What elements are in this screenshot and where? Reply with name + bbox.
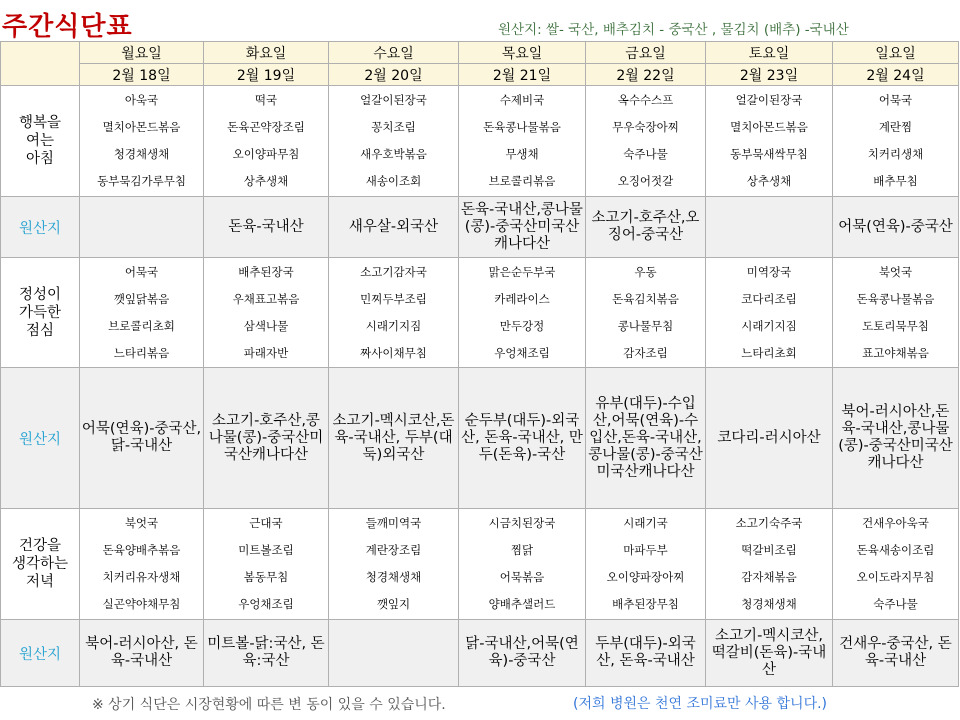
meal-label-line: 생각하는	[11, 556, 69, 572]
date-header: 2월 22일	[586, 64, 706, 86]
dish-cell	[329, 258, 459, 368]
dish-item: 오이양파무침	[232, 147, 300, 161]
origin-cell	[586, 620, 706, 687]
origin-cell	[459, 197, 586, 258]
dish-item: 소고기숙주국	[735, 516, 803, 530]
dish-item: 무생채	[505, 147, 539, 161]
dish-item: 양배추샐러드	[488, 597, 556, 611]
origin-row	[1, 620, 959, 687]
dish-cell	[80, 509, 204, 620]
dish-cell	[329, 509, 459, 620]
origin-text: 돈육-국내산	[228, 218, 304, 235]
origin-cell	[204, 620, 329, 687]
dish-item: 만두강정	[499, 318, 545, 333]
dish-item: 깻잎지	[376, 597, 411, 611]
dish-item: 우엉채조림	[238, 597, 294, 611]
dish-item: 돈육새송이조림	[856, 543, 935, 557]
footer-note: ※ 상기 식단은 시장현황에 따른 변 동이 있을 수 있습니다.	[92, 697, 446, 713]
dish-item: 돈육양배추볶음	[102, 543, 181, 557]
origin-text: 북어-러시아산, 돈육-국내산	[85, 636, 198, 669]
dish-item: 도토리묵무침	[862, 318, 929, 333]
dish-item: 아욱국	[124, 93, 159, 107]
dish-cell	[833, 258, 959, 368]
day-header: 일요일	[833, 42, 959, 64]
dish-cell	[80, 258, 204, 368]
dish-cell	[459, 86, 586, 197]
dish-cell	[706, 509, 833, 620]
dish-item: 파래자반	[243, 345, 289, 360]
corner-cell	[1, 42, 80, 86]
origin-text: 소고기-호주산,오징어-중국산	[591, 210, 700, 243]
origin-text: 어묵(연육)-중국산, 닭-국내산	[81, 421, 202, 454]
origin-label: 원산지	[1, 620, 80, 687]
dish-item: 삼색나물	[243, 318, 289, 333]
dish-item: 얼갈이된장국	[735, 93, 803, 107]
meal-label-line: 점심	[25, 322, 54, 339]
origin-label: 원산지	[1, 197, 80, 258]
origin-row	[1, 368, 959, 509]
origin-cell	[706, 197, 833, 258]
dish-item: 새송이조회	[365, 174, 422, 188]
dish-item: 멸치아몬드볶음	[102, 120, 181, 134]
day-header: 금요일	[586, 42, 706, 64]
origin-text: 소고기-멕시코산,돈육-국내산, 두부(대둑)외국산	[332, 412, 455, 463]
dish-item: 상추생채	[746, 174, 792, 188]
dish-item: 계란장조림	[365, 543, 422, 557]
origin-cell	[586, 197, 706, 258]
dish-item: 느타리초회	[741, 345, 797, 360]
dish-item: 돈육곤약장조림	[227, 120, 305, 134]
dish-item: 시래기지짐	[365, 318, 422, 333]
origin-label: 원산지	[1, 368, 80, 509]
meal-label	[1, 86, 80, 197]
dish-item: 배추된장국	[238, 264, 294, 279]
date-header: 2월 18일	[80, 64, 204, 86]
origin-text: 코다리-러시아산	[717, 429, 821, 446]
meal-row	[1, 509, 959, 620]
meal-label-line: 여는	[25, 133, 54, 149]
meal-label-line: 가득한	[18, 304, 62, 321]
dish-item: 미역장국	[746, 264, 792, 279]
origin-text: 두부(대두)-외국산, 돈육-국내산	[595, 636, 696, 669]
dish-item: 브로콜리볶음	[488, 174, 556, 188]
dish-item: 시래기지짐	[741, 318, 797, 333]
meal-label-line: 건강을	[18, 538, 62, 554]
dish-item: 치커리생채	[867, 147, 924, 161]
origin-text: 소고기-멕시코산, 떡갈비(돈육)-국내산	[711, 627, 827, 678]
dish-cell	[706, 86, 833, 197]
dish-cell	[80, 86, 204, 197]
dish-item: 표고야채볶음	[862, 345, 929, 360]
origin-cell	[833, 368, 959, 509]
dish-item: 상추생채	[243, 174, 289, 188]
dish-item: 소고기감자국	[360, 264, 427, 279]
dish-cell	[329, 86, 459, 197]
footer-message: (저희 병원은 천연 조미료만 사용 합니다.)	[573, 696, 828, 712]
menu-table	[0, 41, 959, 687]
dish-item: 어묵국	[124, 264, 159, 279]
meal-label-line: 정성이	[18, 286, 62, 303]
dish-item: 시금치된장국	[488, 516, 556, 530]
dish-item: 오이양파장아찌	[606, 570, 685, 584]
dish-cell	[459, 258, 586, 368]
dish-item: 청경채생채	[741, 597, 797, 611]
dish-item: 배추된장무침	[612, 597, 679, 611]
origin-cell	[329, 197, 459, 258]
origin-cell	[80, 197, 204, 258]
dish-item: 찜닭	[510, 543, 534, 557]
dish-cell	[833, 86, 959, 197]
date-header: 2월 19일	[204, 64, 329, 86]
date-header: 2월 23일	[706, 64, 833, 86]
dish-item: 마파두부	[623, 543, 668, 557]
dish-cell	[204, 509, 329, 620]
origin-cell	[833, 620, 959, 687]
dish-item: 돈육김치볶음	[612, 291, 679, 306]
dish-item: 옥수수스프	[617, 93, 674, 107]
day-header: 목요일	[459, 42, 586, 64]
dish-item: 멸치아몬드볶음	[730, 120, 808, 134]
origin-cell	[459, 368, 586, 509]
origin-text: 미트볼-닭:국산, 돈육:국산	[207, 636, 325, 669]
meal-label-line: 행복을	[18, 115, 62, 131]
dish-item: 콩나물무침	[617, 318, 674, 333]
dish-item: 감자채볶음	[741, 570, 797, 584]
dish-item: 떡국	[254, 93, 278, 107]
dish-item: 들깨미역국	[365, 516, 422, 530]
page-title: 주간식단표	[2, 12, 133, 42]
dish-item: 맑은순두부국	[488, 264, 556, 279]
dish-cell	[204, 86, 329, 197]
date-header: 2월 20일	[329, 64, 459, 86]
origin-cell	[706, 368, 833, 509]
dish-item: 느타리볶음	[113, 345, 170, 360]
dish-item: 돈육콩나물볶음	[856, 291, 935, 306]
origin-text: 돈육-국내산,콩나물(콩)-중국산미국산캐나다산	[461, 201, 583, 252]
day-header: 토요일	[706, 42, 833, 64]
origin-row	[1, 197, 959, 258]
origin-note: 원산지: 쌀- 국산, 배추김치 - 중국산 , 물김치 (배추) -국내산	[498, 22, 849, 38]
origin-text: 닭-국내산,어묵(연육)-중국산	[465, 636, 579, 669]
dish-item: 북엇국	[878, 264, 913, 279]
dish-item: 카레라이스	[494, 291, 550, 306]
dish-item: 봄동무침	[243, 570, 289, 584]
meal-label	[1, 258, 80, 368]
dish-item: 돈육콩나물볶음	[483, 120, 561, 134]
origin-text: 소고기-호주산,콩나물(콩)-중국산미국산캐나다산	[208, 412, 324, 463]
dish-item: 건새우아욱국	[862, 516, 929, 530]
dish-item: 시래기국	[623, 516, 668, 530]
meal-label	[1, 509, 80, 620]
date-header: 2월 24일	[833, 64, 959, 86]
dish-item: 청경채생채	[365, 570, 422, 584]
dish-cell	[204, 258, 329, 368]
origin-cell	[706, 620, 833, 687]
dish-item: 치커리유자생채	[102, 570, 181, 584]
dish-item: 꽁치조림	[371, 120, 416, 134]
dish-item: 계란찜	[878, 120, 913, 134]
origin-text: 순두부(대두)-외국산, 돈육-국내산, 만두(돈육)-국산	[461, 412, 583, 463]
dish-item: 오이도라지무침	[856, 570, 935, 584]
origin-cell	[80, 620, 204, 687]
dish-item: 얼갈이된장국	[360, 93, 427, 107]
dish-item: 숙주나물	[873, 597, 918, 611]
dish-item: 청경채생채	[113, 147, 170, 161]
meal-row	[1, 258, 959, 368]
date-header-row	[1, 64, 959, 86]
meal-row	[1, 86, 959, 197]
origin-cell	[204, 197, 329, 258]
origin-text: 북어-러시아산,돈육-국내산,콩나물(콩)-중국산미국산캐나다산	[838, 404, 953, 471]
dish-item: 새우호박볶음	[360, 147, 427, 161]
origin-text: 유부(대두)-수입산,어묵(연육)-수입산,돈육-국내산,콩나물(콩)-중국산미국산캐나다산	[588, 395, 703, 480]
dish-item: 브로콜리초회	[108, 318, 175, 333]
dish-item: 근대국	[249, 516, 283, 530]
origin-cell	[586, 368, 706, 509]
dish-item: 깻잎닭볶음	[113, 291, 170, 306]
day-header: 수요일	[329, 42, 459, 64]
dish-item: 우엉채조림	[494, 345, 550, 360]
dish-item: 배추무침	[873, 174, 918, 188]
dish-item: 숙주나물	[623, 147, 668, 161]
dish-item: 어묵국	[878, 93, 913, 107]
dish-item: 실곤약야채무침	[102, 597, 181, 611]
dish-item: 수제비국	[499, 93, 545, 107]
dish-item: 무우숙장아찌	[612, 120, 679, 134]
dish-cell	[706, 258, 833, 368]
day-header: 화요일	[204, 42, 329, 64]
origin-text: 어묵(연육)-중국산	[838, 218, 953, 235]
day-header-row	[1, 42, 959, 64]
dish-cell	[586, 258, 706, 368]
dish-item: 어묵볶음	[499, 570, 545, 584]
origin-text: 새우살-외국산	[348, 218, 439, 235]
dish-item: 민찌두부조림	[360, 291, 427, 306]
dish-item: 떡갈비조림	[741, 543, 797, 557]
meal-label-line: 저녁	[25, 574, 54, 590]
dish-item: 동부묵김가루무침	[97, 174, 186, 188]
origin-text: 건새우-중국산, 돈육-국내산	[839, 636, 952, 669]
dish-cell	[586, 86, 706, 197]
dish-item: 미트볼조림	[238, 543, 294, 557]
meal-label-line: 아침	[25, 151, 54, 167]
origin-cell	[833, 197, 959, 258]
dish-cell	[833, 509, 959, 620]
origin-cell	[329, 620, 459, 687]
dish-cell	[459, 509, 586, 620]
dish-item: 오징어젓갈	[617, 174, 674, 188]
day-header: 월요일	[80, 42, 204, 64]
dish-item: 감자조림	[623, 345, 668, 360]
origin-cell	[459, 620, 586, 687]
dish-item: 동부묵새싹무침	[730, 147, 808, 161]
date-header: 2월 21일	[459, 64, 586, 86]
dish-item: 코다리조림	[741, 291, 797, 306]
origin-cell	[80, 368, 204, 509]
dish-item: 북엇국	[124, 516, 159, 530]
origin-cell	[329, 368, 459, 509]
dish-item: 우동	[634, 264, 657, 279]
origin-cell	[204, 368, 329, 509]
dish-item: 짜사이채무침	[360, 345, 427, 360]
dish-cell	[586, 509, 706, 620]
dish-item: 우채표고볶음	[232, 291, 300, 306]
